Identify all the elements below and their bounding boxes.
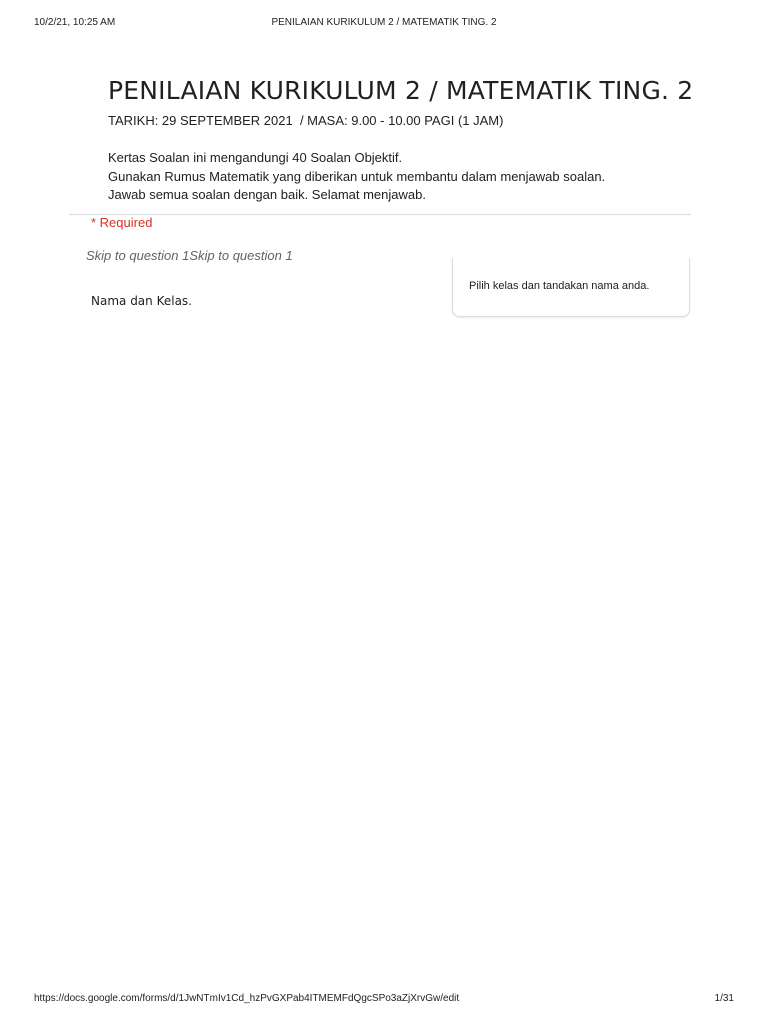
page-number: 1/31 (714, 993, 734, 1004)
form-description-line: Jawab semua soalan dengan baik. Selamat menjawab. (108, 187, 426, 202)
print-date: 10/2/21, 10:25 AM (34, 17, 116, 28)
header-divider (69, 214, 691, 215)
form-subtitle: TARIKH: 29 SEPTEMBER 2021 / MASA: 9.00 - 10.00 PAGI (1 JAM) (108, 113, 504, 128)
print-footer (34, 993, 734, 1007)
helper-card-text: Pilih kelas dan tandakan nama anda. (469, 280, 650, 292)
print-header (34, 17, 734, 31)
print-url: https://docs.google.com/forms/d/1JwNTmIv1Cd_hzPvGXPab4ITMEMFdQgcSPo3aZjXrvGw/edit (34, 993, 460, 1004)
form-description-line: Gunakan Rumus Matematik yang diberikan untuk membantu dalam menjawab soalan. (108, 168, 606, 184)
helper-card (452, 258, 690, 317)
print-document-title: PENILAIAN KURIKULUM 2 / MATEMATIK TING. 2 (271, 17, 497, 28)
question-label: Nama dan Kelas. (91, 294, 192, 308)
skip-to-question-link[interactable]: Skip to question 1Skip to question 1 (86, 248, 293, 263)
form-description-line: Kertas Soalan ini mengandungi 40 Soalan Objektif. (108, 150, 403, 165)
required-note: * Required (91, 215, 153, 230)
form-description (108, 149, 605, 205)
form-title: PENILAIAN KURIKULUM 2 / MATEMATIK TING. 2 (108, 76, 694, 105)
